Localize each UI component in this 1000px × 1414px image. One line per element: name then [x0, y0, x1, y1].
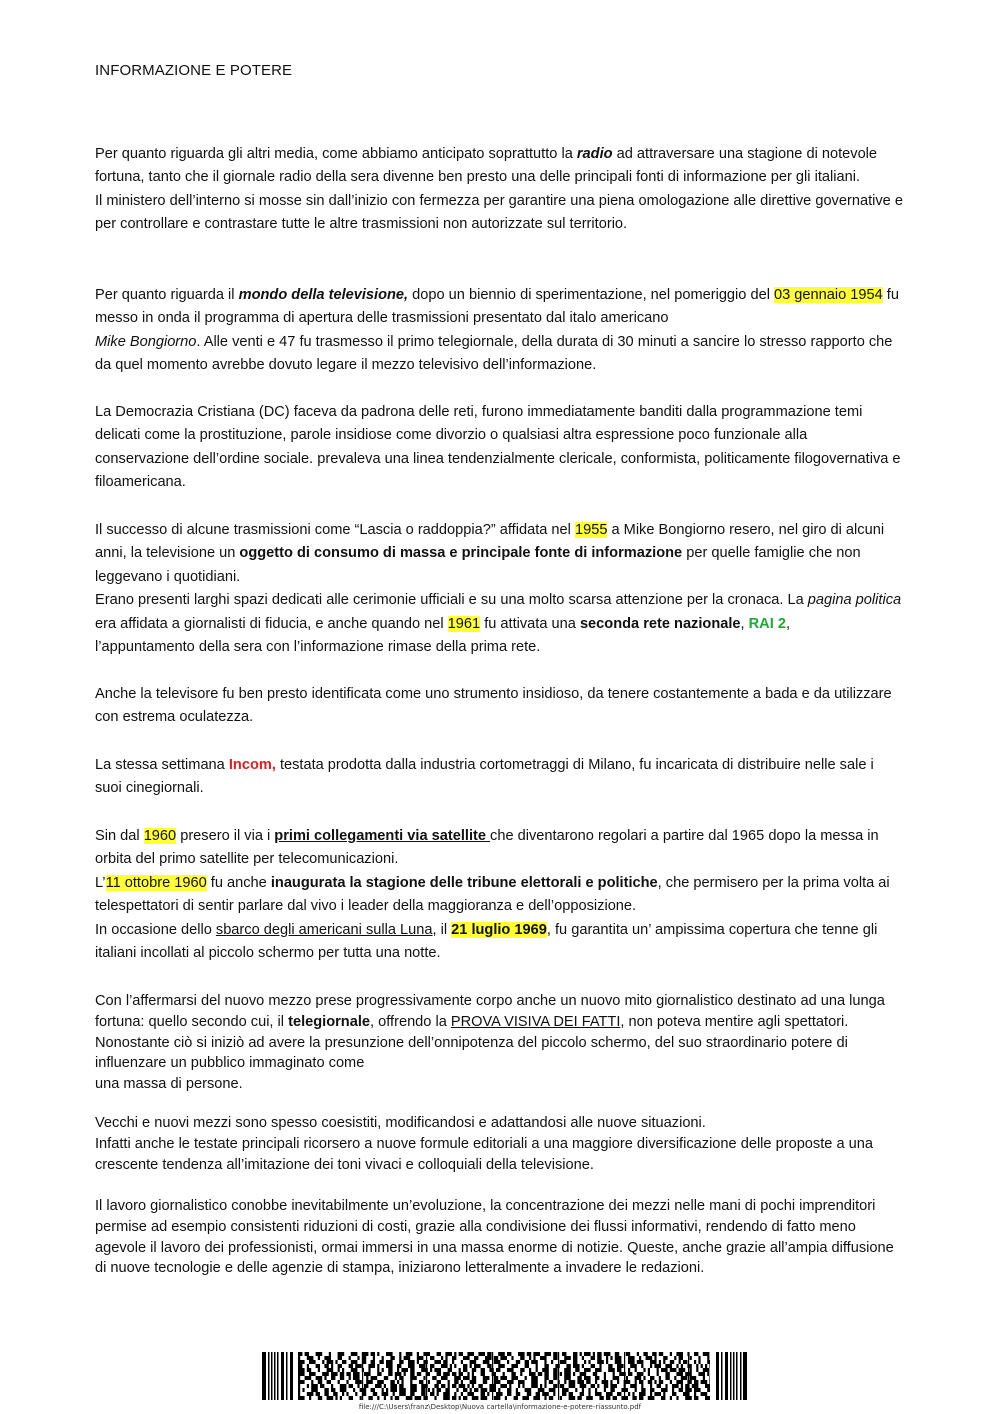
- oggetto-consumo-term: oggetto di consumo di massa e principale fonte di informazione: [239, 545, 683, 562]
- paragraph-vecchi-nuovi-mezzi: Vecchi e nuovi mezzi sono spesso coesistiti, modificandosi e adattandosi alle nuove situazioni. Infatti anche le testate principali ricorsero a nuove formule editoriali a una maggiore diversificazione delle proposte a una crescente tendenza all’imitazione dei toni vivaci e colloquiali della televisione.: [95, 1115, 873, 1173]
- paragraph-televisione: Per quanto riguarda il mondo della televisione, dopo un biennio di sperimentazione, nel pomeriggio del 03 gennaio 1954 fu messo in onda il programma di apertura delle trasmissioni presentato dal italo americano Mike Bongiorno. Alle venti e 47 fu trasmesso il primo telegiornale, della durata di 30 minuti a sancire lo stresso rapporto che da quel momento avrebbe dovuto legare il mezzo televisivo dell’informazione.: [95, 287, 899, 374]
- highlight-21-luglio-1969: 21 luglio 1969: [451, 921, 547, 938]
- highlight-1960: 1960: [143, 828, 177, 844]
- mike-bongiorno-name: Mike Bongiorno: [95, 333, 197, 350]
- highlight-date-1954: 03 gennaio 1954: [774, 287, 883, 303]
- sbarco-luna-term: sbarco degli americani sulla Luna: [215, 921, 433, 938]
- mondo-televisione-term: mondo della televisione,: [238, 287, 409, 303]
- primi-collegamenti-term: primi collegamenti via satellite: [274, 828, 491, 844]
- paragraph-incom: La stessa settimana Incom, testata prodotta dalla industria cortometraggi di Milano, fu incaricata di distribuire nelle sale i suoi cinegiornali.: [95, 757, 874, 797]
- incom-label: Incom,: [228, 757, 276, 773]
- highlight-11-ottobre-1960: 11 ottobre 1960: [105, 874, 207, 891]
- telegiornale-term: telegiornale: [288, 1013, 371, 1030]
- seconda-rete-term: seconda rete nazionale: [579, 615, 741, 632]
- paragraph-televisore: Anche la televisore fu ben presto identificata come uno strumento insidioso, da tenere costantemente a bada e da utilizzare con estrema oculatezza.: [95, 686, 892, 726]
- paragraph-dc: La Democrazia Cristiana (DC) faceva da padrona delle reti, furono immediatamente banditi dalla programmazione temi delicati come la prostituzione, parole insidiose come divorzio o qualsiasi altra espressione poco funzionale alla conservazione dell’ordine sociale. prevaleva una linea tendenzialmente clericale, conformista, politicamente filogovernativa e filoamericana.: [95, 404, 901, 491]
- prova-visiva-term: PROVA VISIVA DEI FATTI: [450, 1013, 621, 1030]
- paragraph-satellite: Sin dal 1960 presero il via i primi collegamenti via satellite che diventarono regolari a partire dal 1965 dopo la messa in orbita del primo satellite per telecomunicazioni. L’11 ottobre 1960 fu anche inaugurata la stagione delle tribune elettorali e politiche, che permisero per la prima volta ai telespettatori di sentir parlare dal vivo i leader della maggioranza e dell’opposizione. In occasione dello sbarco degli americani sulla Luna, il 21 luglio 1969, fu garantita un’ ampissima copertura che tenne gli italiani incollati al piccolo schermo per tutta una notte.: [95, 828, 890, 962]
- paragraph-mito-giornalistico: Con l’affermarsi del nuovo mezzo prese progressivamente corpo anche un nuovo mito giornalistico destinato ad una lunga fortuna: quello secondo cui, il telegiornale, offrendo la PROVA VISIVA DEI FATTI, non poteva mentire agli spettatori. Nonostante ciò si iniziò ad avere la presunzione dell’onnipotenza del piccolo schermo, del suo straordinario potere di influenzare un pubblico immaginato come una massa di persone.: [95, 993, 885, 1093]
- paragraph-lascia-raddoppia: Il successo di alcune trasmissioni come “Lascia o raddoppia?” affidata nel 1955 a Mike Bongiorno resero, nel giro di alcuni anni, la televisione un oggetto di consumo di massa e principale fonte di informazione per quelle famiglie che non leggevano i quotidiani. Erano presenti larghi spazi dedicati alle cerimonie ufficiali e su una molto scarsa attenzione per la cronaca. La pagina politica era affidata a giornalisti di fiducia, e anche quando nel 1961 fu attivata una seconda rete nazionale, RAI 2, l’appuntamento della sera con l’informazione rimase della prima rete.: [95, 522, 902, 656]
- paragraph-lavoro-giornalistico: Il lavoro giornalistico conobbe inevitabilmente un’evoluzione, la concentrazione dei mezzi nelle mani di pochi imprenditori permise ad esempio consistenti riduzioni di costi, grazie alla condivisione dei flussi informativi, rendendo di fatto meno agevole il lavoro dei professionisti, ormai immersi in una massa enorme di notizie. Queste, anche grazie all’ampia diffusione di nuove tecnologie e delle agenzie di stampa, iniziarono letteralmente a invadere le redazioni.: [95, 1198, 894, 1277]
- document-title: INFORMAZIONE E POTERE: [95, 62, 293, 79]
- paragraph-radio-text: Per quanto riguarda gli altri media, come abbiamo anticipato soprattutto la radio ad attraversare una stagione di notevole fortuna, tanto che il giornale radio della sera divenne ben presto una delle principali fonti di informazione per gli italiani.: [95, 146, 878, 186]
- highlight-1955: 1955: [574, 522, 608, 538]
- pagina-politica-term: pagina politica: [807, 592, 902, 609]
- highlight-1961: 1961: [447, 615, 481, 632]
- paragraph-ministero-text: Il ministero dell’interno si mosse sin dall’inizio con fermezza per garantire una piena omologazione alle direttive governative e per controllare e contrastare tutte le altre trasmissioni non autorizzate sul territorio.: [95, 192, 903, 233]
- paragraph-radio: [95, 143, 903, 237]
- rai2-label: RAI 2: [748, 615, 786, 632]
- tribune-elettorali-term: inaugurata la stagione delle tribune elettorali e politiche: [270, 874, 658, 891]
- barcode-image: [262, 1352, 748, 1400]
- radio-term: radio: [576, 146, 613, 162]
- footer-filepath: file:///C:\Users\franz\Desktop\Nuova cartella\informazione-e-potere-riassunto.pdf: [358, 1403, 642, 1411]
